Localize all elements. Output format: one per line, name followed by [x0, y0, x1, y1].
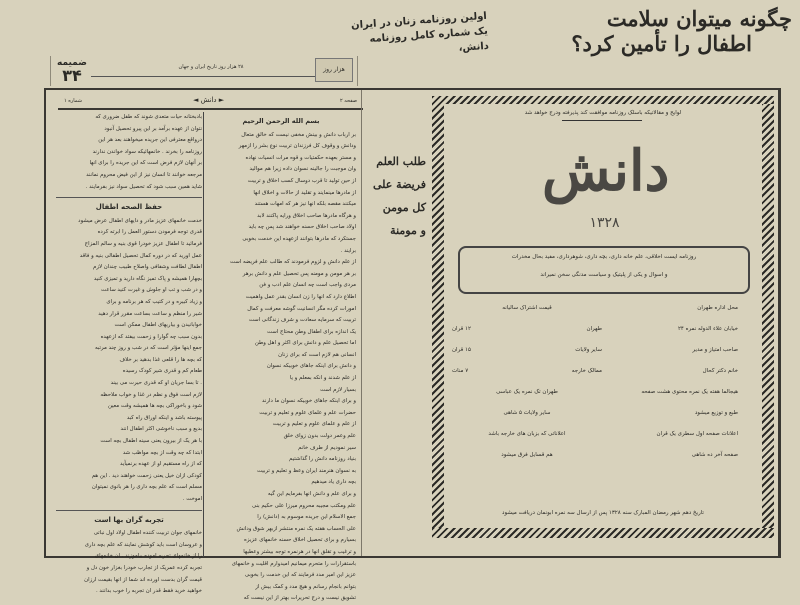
subscription-note: اعلاناتی که بزبان های خارجه باشد [488, 431, 566, 437]
text-line: بچه داری یاد میدهیم [311, 479, 356, 486]
main-headline [522, 6, 792, 56]
subscription-price: ۱۲ قران [452, 326, 471, 332]
text-line: یک اندازه برای اطفال وطن محتاج است [266, 328, 356, 335]
text-line: از علم شدند و انکه بمعلم و یا [289, 375, 356, 382]
text-line: اموخت . [182, 496, 202, 502]
text-line: عمل اورید که در دوره کمال تحصیل اطفالی بنیه و فاقد [79, 252, 202, 259]
newspaper-page [44, 88, 781, 602]
text-line: بدیع و سبب ناخوشی اکثر اطفال انند [120, 426, 202, 433]
subheadline [337, 9, 490, 64]
text-line: اطفال لطافت وشفافی واصلاح طبیب چندان لازم [93, 264, 202, 271]
motto-sidebar [361, 90, 432, 556]
supplement-number: ۳۴ [62, 66, 82, 85]
text-line: جمع الاسلام این جریده موسوم به (دانش) را [257, 514, 356, 521]
motto-line: و مومنة [390, 224, 426, 237]
submission-notice: لوایح و مقالاتیکه باسلک روزنامه موافقت کند پذیرفته ودرج خواهد شد [524, 110, 682, 116]
text-line: درواقع معترفی این جریده میخواهند بعد هر این [98, 137, 202, 144]
text-line: . تا بسا جریان او که قدری حیرت می بیند [110, 380, 202, 387]
text-line: بر هر مومن و مومنه پس تحصیل علم و دانش برهر [242, 270, 356, 277]
strip-rule [91, 76, 316, 77]
text-line: پیوسته باشد و اینکه اوراق راه کبد [126, 414, 202, 421]
article-title: بسم الله الرحمن الرحیم [242, 117, 320, 125]
supplement-header-strip [50, 56, 358, 86]
description-line: و اسوال و یکی از پلیتیک و سیاست مدنگی سخن نمیراند [540, 272, 668, 278]
chain-border-bottom [432, 528, 774, 538]
text-line: به نسوان هنرمند ایران وعظ و تعلیم و تربیت [256, 467, 356, 474]
motto-line: فریضة علی [372, 178, 426, 191]
text-line: مرجعه خوانند تا انسان نیز از این فیض محروم نمانند [86, 171, 202, 178]
text-line: باستقرارات را متحرم میمانیم امیدوارم اقلیت و خانمهای [231, 560, 356, 567]
chain-border-right [762, 96, 774, 536]
subscription-price: ۱۵ قران [452, 347, 471, 353]
text-line: و دانش برای اینکه جاهای خوبیکه نسوان [266, 363, 356, 370]
text-line: بتوانم بانجام رسانم و هیچ مدد و کمک بیش از [255, 583, 356, 590]
subscription-info [452, 298, 602, 466]
text-line: شاید همین سبب شود که تحصیل سواد نیز بفرمایند . [85, 183, 202, 190]
issue-number: شماره ۱ [64, 98, 82, 104]
description-box [458, 246, 750, 294]
subscription-note: طهران تک نمره یک عباسی [496, 389, 558, 395]
text-line: بر ارباب دانش و بینش مخفی نیست که خالق متعال [241, 131, 356, 138]
text-line: حضرات علم و علمای علوم و تعلیم و تربیت [259, 409, 356, 416]
text-line: بدون سبب چه گوارا و زحمت بیفتد که ازعهده [100, 333, 202, 340]
text-line: خدمت خانمهای عزیز مادر و دایهای اطفال عرض میشود [78, 217, 202, 224]
text-line: شیر را منظم و ساعت بساعت مقرر قرار دهید [98, 310, 202, 317]
text-line: سیر نمودیم از طرف خانم [298, 444, 356, 451]
motto-line: کل مومن [382, 201, 426, 214]
masthead [432, 96, 774, 548]
right-article-column [206, 112, 356, 605]
subscription-place: ممالک خارجه [571, 368, 602, 374]
text-line: اولاد صاحب اخلاق حسنه خواهند شد پس چه باید [248, 224, 356, 231]
text-line: و در شب و تب او جلوش و غیرت کنید ساعت [101, 287, 202, 294]
motto-line: طلب العلم [376, 155, 426, 168]
danesh-logo [542, 126, 670, 246]
text-line: امورات کرده مگر انسانیت گوشه معرفت و کمال [247, 305, 356, 312]
text-line: بنیاد روزنامه دانش را گذاشتیم [288, 456, 356, 463]
office-info-line: صاحب امتیاز و مدیر [692, 347, 738, 353]
newspaper-title: دانش [542, 138, 670, 204]
subscription-note: هم قسایل فرق میشود [501, 452, 553, 458]
subscription-place: سایر ولایات [575, 347, 602, 353]
text-line: روزنامه را بخرند . خانمهائیکه سواد خواندن ندارند [92, 148, 202, 155]
text-line: فرمائید تا اطفال عزیز خودرا قوی بنیه و سالم المزاج [84, 240, 202, 247]
description-line: روزنامه ایست اخلاقی، علم خانه داری، بچه داری، شوهرداری، مفید بحال مخدرات [511, 254, 697, 260]
text-line: و عروسان است باید کوشش نمایند که علم بچه داری [84, 541, 202, 548]
text-line: و مستر بعهده حکمتیات و قوه مرات انسیات نهاده [245, 154, 356, 161]
text-line: ودانش و وقوف کل فرزندان تربیت نوع بشر را ازمهر [238, 143, 356, 150]
text-line: شود و باخوراکی بچه ها همیشه وقت معین [107, 403, 202, 410]
strip-center-text: ۲۸ هزار روز تاریخ ایران و جهان [178, 64, 244, 70]
text-line: علم ومکتب مجیبه محروم میرزا علی حکیم بنی [252, 502, 356, 509]
text-line: مردی واجب است چه انسان علم ادب و فن [259, 282, 356, 289]
text-line: و زیاد کبیره و در کتیب که هر برنامه و برای [106, 298, 202, 305]
text-line: بسیارم و برای تحصیل اخلاق حسنه خانمهای عزیزه [244, 537, 356, 544]
office-info-line: هیجالما هفته یک نمره محتوی هشت صفحه [641, 389, 738, 395]
subscription-price: ۷ منات [452, 368, 469, 374]
office-info-line: صفحه آخر ده شاهی [691, 452, 738, 458]
office-info-line: خیابان علاء الدوله نمره ۲۴ [677, 326, 738, 332]
supplement-label [57, 58, 87, 84]
text-line: از حین تولید تا قرب دوسال کسب اخلاق و تربیت [247, 177, 356, 184]
text-line: علی الحساب هفته یک نمره منتشر ازبهر شوق ودانش [236, 525, 356, 532]
section-title-experience: تجربه گران بها است [56, 510, 202, 527]
headline-line-2: اطفال را تأمین کرد؟ [571, 31, 752, 56]
text-line: خانمهای جوان تربیت کننده اطفال اولاد اول نباتی [93, 530, 202, 537]
headline-line-1: چگونه میتوان سلامت [606, 6, 792, 31]
office-info-line: محل اداره طهران [697, 305, 738, 311]
publication-date: تاریخ دهم شهر رمضان المبارک سنه ۱۳۲۸ پس از ارسال سه نمره ابونمان دریافت میشود [502, 510, 704, 516]
supplement-text: ضمیمه [57, 58, 87, 68]
article-body [206, 130, 356, 605]
series-logo: هزار روز [315, 58, 353, 82]
text-line: ابتدا که چه وقت از بچه مواظب شد [122, 449, 202, 456]
text-line: و برای اینکه جاهای خوبیکه نسوان ما دارند [262, 398, 356, 405]
page-number: صفحه ۲ [340, 98, 357, 104]
text-line: خوابانیدن و بیاریهای اطفال ممکن است [114, 322, 202, 329]
text-line: از علم دانش و لزوم فرمودند که طالب علم فریضه است [229, 259, 356, 266]
text-line: را از خانمهای تجربه اموده بیاموزند . ان خانمهای [94, 553, 202, 560]
text-line: از مادرها مینمایند و تقلید از حالات و اخلاق انها [253, 189, 356, 196]
text-line: طعام کم و قدری شیر کودک رسیده [122, 368, 202, 375]
intro-body [56, 112, 202, 193]
text-line: نتوان از عهده برآمد بر این پیرو تحصیل آنبود [104, 125, 202, 132]
subscription-row [452, 319, 602, 340]
column-divider [203, 112, 204, 557]
motto-calligraphy [364, 150, 426, 242]
left-article-column [56, 112, 202, 598]
text-line: و ترغیب و تقلق انها در هرنمره توجه بیشتر وعطیها [243, 548, 356, 555]
ornament-line [562, 120, 642, 121]
subscription-row [452, 361, 602, 382]
office-info-line: خانم دکتر کحال [702, 368, 738, 374]
experience-body [56, 528, 202, 598]
chain-border-top [432, 96, 774, 104]
chain-border-left [432, 96, 444, 536]
page-header-bar [58, 96, 363, 110]
text-line: علم وعمر دولت بدون زوای خلق [283, 433, 356, 440]
text-line: بادبختانه حیات متعدی شوند که طفل ضروری که [95, 114, 202, 120]
subscription-row [452, 340, 602, 361]
text-line: اما تحصیل علم و دانش برای اکثر و اهل وطن [254, 340, 356, 347]
text-line: تشویق نیست و درج تحریرات بهتر از این نیست که [243, 595, 356, 602]
text-line: که از راه مستقیم او از عهده برنمیآید [120, 461, 202, 468]
subhead-line-1: اولین روزنامه زنان در ایران [350, 10, 488, 32]
text-line: تجربه کرده عمریک از تجارب خودرا بغزار خون دل و [86, 564, 202, 571]
subhead-line-2: یک شماره کامل روزنامه دانش، [369, 25, 490, 54]
text-line: با هر یک از بیرون یعنی سینه اطفال بچه است [100, 438, 202, 445]
text-line: و برای علم و دانش انها بفرمایم این گیه [267, 491, 356, 497]
office-info-line: اعلانات صفحه اول سطری یک قران [656, 431, 738, 437]
child-health-body [56, 216, 202, 506]
text-line: بچهارا همیشه و پاک تمیز نگاه دارید و تمیزی کنید [93, 275, 202, 282]
subscription-note: سایر ولایات ۵ شاهی [503, 410, 551, 416]
text-line: از علم و علمای علوم و تعلیم و تربیت [272, 421, 356, 428]
text-line: لازم است فوق و نظم در غذا و خواب ملاحظه [100, 391, 202, 398]
text-line: تربیت که سرمایه سعادت و شرف زندگانی است [248, 317, 356, 324]
text-line: عزیز این امیر مدد فرمایند که این خدمت را بخوبی [244, 572, 356, 579]
text-line: میکنند مقصه بلکه انها نیز هر که امهات هستند [254, 201, 356, 208]
text-line: برایند . [340, 247, 356, 254]
text-line: و هرگاه مادرها صاحب اخلاق ورایه پاکنند لابد [257, 212, 356, 219]
subscription-place: طهران [586, 326, 602, 332]
text-line: قیمت گران بدست اورده اند شما از انها بقیمت ارزان [84, 576, 202, 583]
text-line: کودکی ازان خیل یعنی زحمت خواهند دید . این هم [91, 472, 202, 479]
text-line: که بچه ها را قلعی غذا بدهید بر خلاف [119, 356, 202, 363]
text-line: جستکرد که مادرها بتوانند ازعهده این خدمت بخوبی [242, 235, 356, 242]
text-line: مسلم است که علم بچه داری را هر بانوی نمیتوان [91, 484, 202, 491]
text-line: خواهید خرید فقط قدر ان تجربه را خوب بدانند . [96, 588, 202, 595]
subscription-title: قیمت اشتراک سالیانه [502, 305, 552, 311]
text-line: انسانی هم لازم است که برای زنان [278, 351, 356, 358]
text-line: اطلاع دارد که انها را زن انسان بقدر عمل واهمیت [245, 293, 356, 300]
text-line: قدری توجه فرمودن دستور العمل را ابرته کرده [97, 229, 202, 236]
text-line: جمع اینها مؤثر است که در شب و روز چند مرتبه [94, 345, 202, 352]
office-info-line: طبع و توزیع میشود [694, 410, 738, 416]
text-line: وان موجبت را جالینه نسوان داده زیرا هم مواليد [249, 166, 356, 173]
founding-year: ۱۳۲۸ [589, 215, 620, 231]
text-line: بسیار لازم است [320, 386, 356, 393]
office-info [588, 298, 738, 466]
header-ornament: ◄ دانش ► [193, 96, 225, 104]
text-line: بر آنهان لازم فرض است که این جریده را برای انها [89, 160, 202, 167]
section-title-child-health: حفظ الصحه اطفال [56, 197, 202, 214]
